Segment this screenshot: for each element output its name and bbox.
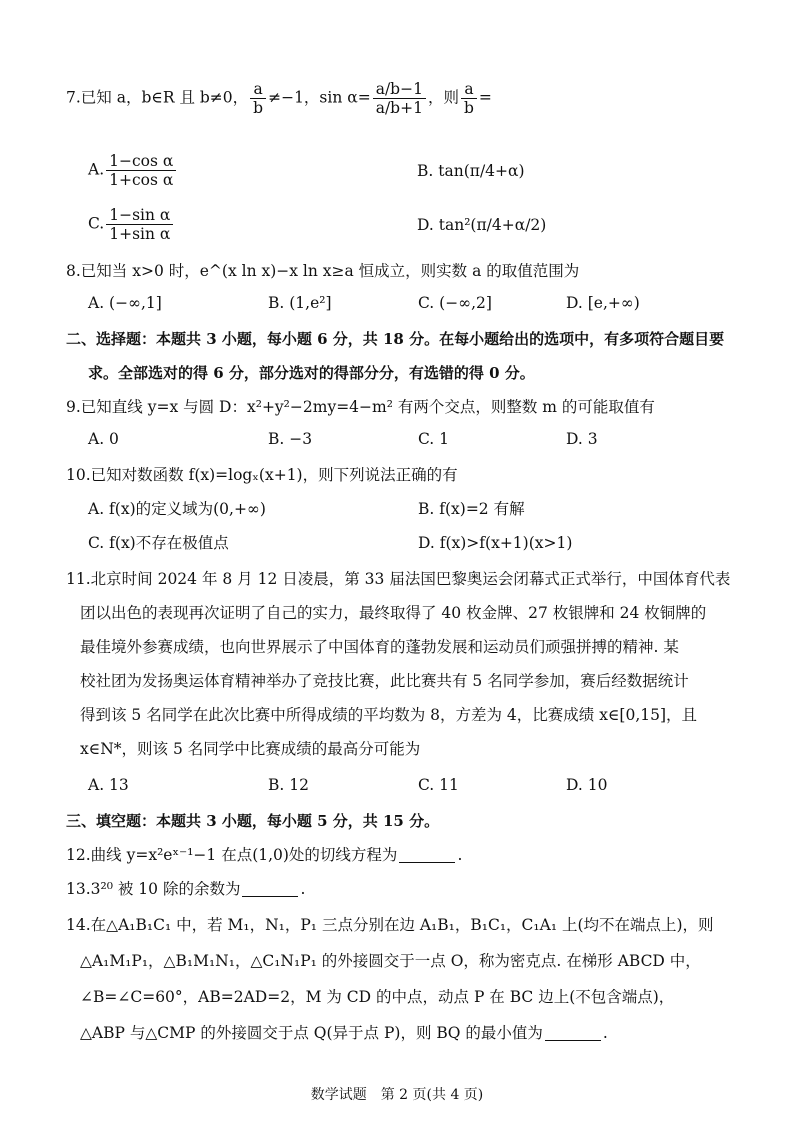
q12-stem-text: 12.曲线 y=x²eˣ⁻¹−1 在点(1,0)处的切线方程为 — [66, 846, 398, 864]
section2-heading-line1: 二、选择题：本题共 3 小题，每小题 6 分，共 18 分。在每小题给出的选项中，有多项符合题目要 — [66, 330, 725, 348]
q10-option-b: B. f(x)=2 有解 — [418, 500, 525, 518]
q7-option-c — [88, 206, 175, 243]
q7-big-num: a/b−1 — [375, 80, 423, 98]
q9-stem: 9.已知直线 y=x 与圆 D：x²+y²−2my=4−m² 有两个交点，则整数 m 的可能取值有 — [66, 398, 655, 416]
q7-ab-fraction — [250, 80, 266, 117]
q8-option-a: A. (−∞,1] — [88, 294, 162, 312]
q8-option-c: C. (−∞,2] — [418, 294, 492, 312]
q10-option-d: D. f(x)>f(x+1)(x>1) — [418, 534, 573, 552]
q13-stem-end: . — [300, 880, 306, 898]
q14-line-4 — [80, 1022, 608, 1044]
q7-option-a-fraction — [106, 152, 176, 189]
section3-heading: 三、填空题：本题共 3 小题，每小题 5 分，共 15 分。 — [66, 812, 440, 830]
q14-line-3: ∠B=∠C=60°，AB=2AD=2，M 为 CD 的中点，动点 P 在 BC 边上(不包含端点)， — [80, 988, 675, 1006]
q14-line-1: 14.在△A₁B₁C₁ 中，若 M₁，N₁，P₁ 三点分别在边 A₁B₁，B₁C₁，C₁A₁ 上(均不在端点上)，则 — [66, 916, 714, 934]
q7-ab2-fraction — [461, 80, 477, 117]
q7-option-a-num: 1−cos α — [109, 152, 174, 170]
q13-answer-blank[interactable] — [242, 880, 298, 897]
q8-stem: 8.已知当 x>0 时，e^(x ln x)−x ln x≥a 恒成立，则实数 a 的取值范围为 — [66, 262, 580, 280]
q7-ab-den: b — [253, 99, 264, 117]
q14-stem-end: . — [602, 1024, 608, 1042]
q14-line-4-text: △ABP 与△CMP 的外接圆交于点 Q(异于点 P)，则 BQ 的最小值为 — [80, 1024, 543, 1042]
q8-option-d: D. [e,+∞) — [566, 294, 640, 312]
q7-option-c-fraction — [106, 206, 173, 243]
q7-option-c-den: 1+sin α — [109, 225, 171, 243]
q7-stem-part3: ，则 — [427, 88, 459, 107]
q13-stem — [66, 878, 305, 900]
q7-stem — [66, 80, 492, 117]
q11-option-c: C. 11 — [418, 776, 459, 794]
q8-option-b: B. (1,e²] — [268, 294, 332, 312]
q11-line-4: 校社团为发扬奥运体育精神举办了竞技比赛，此比赛共有 5 名同学参加，赛后经数据统计 — [80, 672, 689, 690]
q14-line-2: △A₁M₁P₁，△B₁M₁N₁，△C₁N₁P₁ 的外接圆交于一点 O，称为密克点. 在梯形 ABCD 中， — [80, 952, 701, 970]
q7-option-a-den: 1+cos α — [109, 171, 174, 189]
q9-option-c: C. 1 — [418, 430, 450, 448]
q14-answer-blank[interactable] — [545, 1024, 601, 1041]
q12-stem — [66, 844, 462, 866]
q10-stem: 10.已知对数函数 f(x)=logₓ(x+1)，则下列说法正确的有 — [66, 466, 458, 484]
q7-option-c-num: 1−sin α — [109, 206, 171, 224]
q7-option-b — [417, 160, 525, 182]
q11-line-3: 最佳境外参赛成绩，也向世界展示了中国体育的蓬勃发展和运动员们顽强拼搏的精神. 某 — [80, 638, 679, 656]
q7-big-den: a/b+1 — [375, 99, 423, 117]
q7-ab2-den: b — [463, 99, 474, 117]
q7-option-b-text: tan(π/4+α) — [438, 162, 525, 180]
q7-big-fraction — [373, 80, 426, 117]
q7-ab2-num: a — [464, 80, 474, 98]
q7-stem-part1: 7.已知 a，b∈R 且 b≠0， — [66, 88, 249, 107]
page-footer: 数学试题 第 2 页(共 4 页) — [310, 1087, 484, 1103]
q9-option-d: D. 3 — [566, 430, 598, 448]
section2-heading-line2: 求。全部选对的得 6 分，部分选对的得部分分，有选错的得 0 分。 — [88, 364, 535, 382]
q7-option-a — [88, 152, 178, 189]
q7-option-d — [417, 214, 546, 236]
q10-option-c: C. f(x)不存在极值点 — [88, 534, 229, 552]
q7-option-a-label: A. — [88, 160, 105, 179]
q11-option-a: A. 13 — [88, 776, 129, 794]
q12-answer-blank[interactable] — [399, 846, 455, 863]
q7-stem-end: = — [478, 88, 492, 107]
q7-option-c-label: C. — [88, 214, 105, 233]
q9-option-a: A. 0 — [88, 430, 119, 448]
q7-stem-part2: ≠−1，sin α= — [268, 88, 371, 107]
q11-line-2: 团以出色的表现再次证明了自己的实力，最终取得了 40 枚金牌、27 枚银牌和 24 枚铜牌的 — [80, 604, 707, 622]
q7-option-b-label: B. — [417, 162, 434, 180]
q13-stem-text: 13.3²⁰ 被 10 除的余数为 — [66, 880, 241, 898]
q7-option-d-label: D. — [417, 216, 434, 234]
q11-line-1: 11.北京时间 2024 年 8 月 12 日凌晨，第 33 届法国巴黎奥运会闭幕式正式举行，中国体育代表 — [66, 570, 731, 588]
q9-option-b: B. −3 — [268, 430, 313, 448]
q11-option-b: B. 12 — [268, 776, 309, 794]
q11-option-d: D. 10 — [566, 776, 608, 794]
q12-stem-end: . — [457, 846, 463, 864]
q7-ab-num: a — [253, 80, 263, 98]
q11-line-6: x∈N*，则该 5 名同学中比赛成绩的最高分可能为 — [80, 740, 421, 758]
q11-line-5: 得到该 5 名同学在此次比赛中所得成绩的平均数为 8，方差为 4，比赛成绩 x∈[0,15]，且 — [80, 706, 698, 724]
q7-option-d-text: tan²(π/4+α/2) — [438, 216, 547, 234]
q10-option-a: A. f(x)的定义域为(0,+∞) — [88, 500, 266, 518]
